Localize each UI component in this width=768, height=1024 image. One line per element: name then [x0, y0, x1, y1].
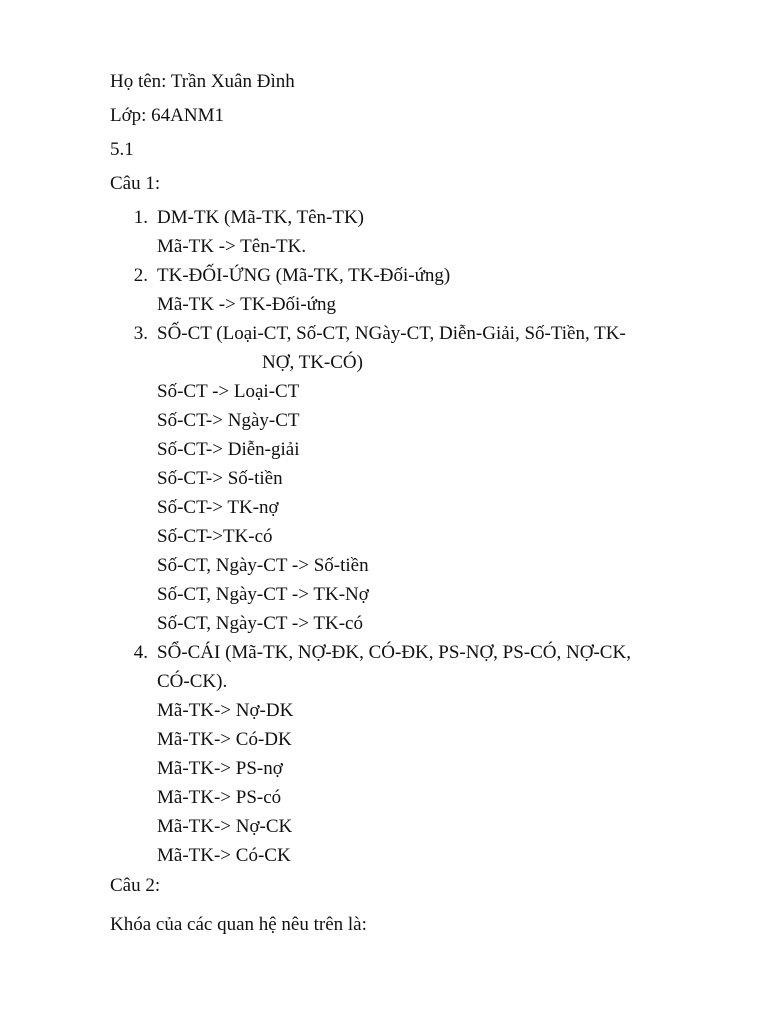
question-2-text: Khóa của các quan hệ nêu trên là:	[110, 914, 367, 935]
student-class: Lớp: 64ANM1	[110, 105, 225, 126]
relation-schema: SỔ-CÁI (Mã-TK, NỢ-ĐK, CÓ-ĐK, PS-NỢ, PS-CÓ, NỢ-CK,	[157, 642, 631, 663]
functional-dependency: Số-CT-> Diễn-giải	[157, 439, 300, 460]
list-number: 3.	[133, 323, 148, 344]
functional-dependency: Số-CT, Ngày-CT -> TK-có	[157, 613, 363, 634]
section-number: 5.1	[110, 139, 134, 160]
question-2-title: Câu 2:	[110, 875, 161, 896]
functional-dependency: Mã-TK -> Tên-TK.	[157, 236, 307, 257]
functional-dependency: Mã-TK-> PS-nợ	[157, 758, 283, 779]
list-number: 2.	[133, 265, 148, 286]
functional-dependency: Số-CT-> Ngày-CT	[157, 410, 300, 431]
functional-dependency: Số-CT->TK-có	[157, 526, 273, 547]
functional-dependency: Số-CT-> Số-tiền	[157, 468, 283, 489]
relation-schema: DM-TK (Mã-TK, Tên-TK)	[157, 207, 365, 228]
functional-dependency: Mã-TK-> Nợ-CK	[157, 816, 293, 837]
list-number: 4.	[133, 642, 148, 663]
student-name: Họ tên: Trần Xuân Đình	[110, 71, 295, 92]
functional-dependency: Mã-TK-> PS-có	[157, 787, 282, 808]
relation-schema: SỐ-CT (Loại-CT, Số-CT, NGày-CT, Diễn-Giải, Số-Tiền, TK-	[157, 323, 626, 344]
functional-dependency: Mã-TK-> Nợ-DK	[157, 700, 294, 721]
functional-dependency: Mã-TK-> Có-CK	[157, 845, 291, 866]
functional-dependency: Mã-TK -> TK-Đối-ứng	[157, 294, 336, 315]
relation-schema-continued: NỢ, TK-CÓ)	[262, 352, 363, 373]
functional-dependency: Số-CT, Ngày-CT -> Số-tiền	[157, 555, 369, 576]
functional-dependency: Số-CT, Ngày-CT -> TK-Nợ	[157, 584, 369, 605]
question-1-title: Câu 1:	[110, 173, 161, 194]
relation-schema: TK-ĐỐI-ỨNG (Mã-TK, TK-Đối-ứng)	[157, 265, 451, 286]
functional-dependency: Số-CT -> Loại-CT	[157, 381, 300, 402]
list-number: 1.	[133, 207, 148, 228]
functional-dependency: Số-CT-> TK-nợ	[157, 497, 279, 518]
functional-dependency: Mã-TK-> Có-DK	[157, 729, 292, 750]
relation-schema-continued: CÓ-CK).	[157, 671, 228, 692]
